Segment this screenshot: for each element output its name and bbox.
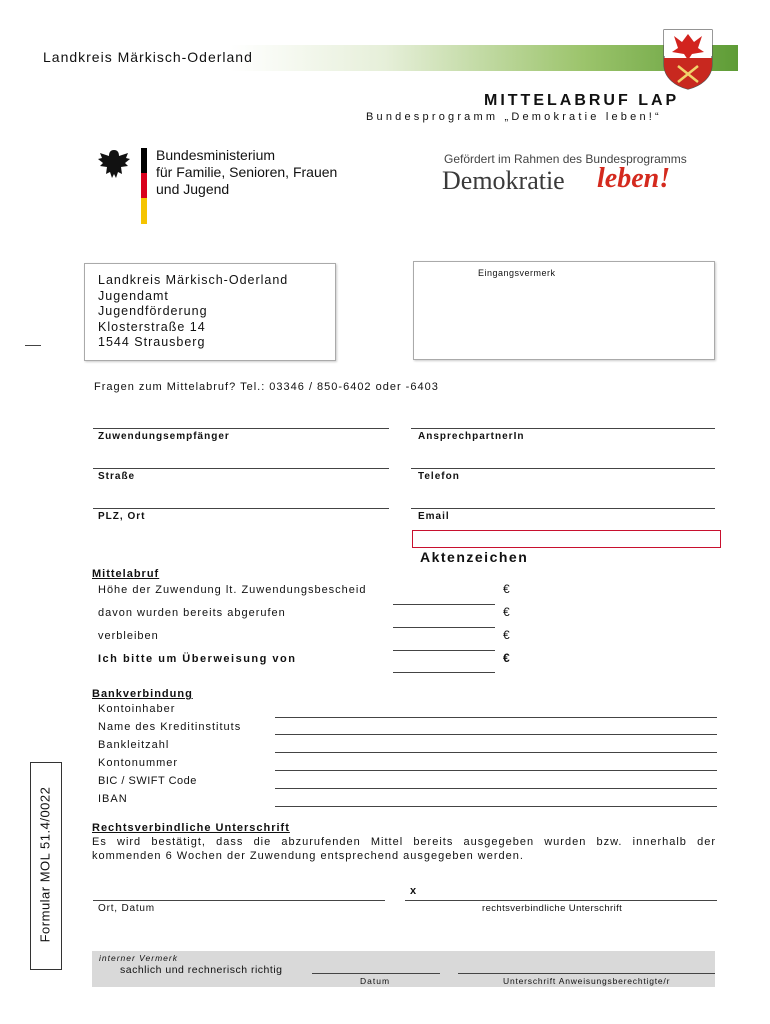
bank-code-field[interactable] <box>275 752 717 753</box>
ministry-line-3: und Jugend <box>156 181 230 197</box>
bank-name-label: Name des Kreditinstituts <box>98 721 242 733</box>
street-label: Straße <box>98 471 136 482</box>
place-date-label: Ort, Datum <box>98 903 155 914</box>
federal-eagle-icon <box>96 148 132 180</box>
contact-person-label: AnsprechpartnerIn <box>418 431 525 442</box>
bic-field[interactable] <box>275 788 717 789</box>
email-line <box>411 508 715 509</box>
file-number-label: Aktenzeichen <box>420 549 529 565</box>
demokratie-word: Demokratie <box>442 166 565 195</box>
postal-label: PLZ, Ort <box>98 511 146 522</box>
phone-label: Telefon <box>418 471 460 482</box>
signature-heading: Rechtsverbindliche Unterschrift <box>92 822 290 834</box>
transfer-amount-field[interactable] <box>393 672 495 673</box>
fold-mark <box>25 345 41 346</box>
funding-note: Gefördert im Rahmen des Bundesprogramms <box>444 152 687 166</box>
form-title: MITTELABRUF LAP <box>484 92 680 109</box>
signature-field[interactable] <box>405 900 717 901</box>
address-line: Jugendamt <box>98 288 169 303</box>
bank-name-field[interactable] <box>275 734 717 735</box>
contact-person-line <box>411 428 715 429</box>
email-label: Email <box>418 511 450 522</box>
iban-label: IBAN <box>98 793 128 805</box>
transfer-request-label: Ich bitte um Überweisung von <box>98 653 297 665</box>
flag-bar <box>141 148 147 224</box>
euro-symbol: € <box>503 605 510 619</box>
internal-date-label: Datum <box>360 976 391 986</box>
funds-request-heading: Mittelabruf <box>92 568 160 580</box>
address-line: Klosterstraße 14 <box>98 319 206 334</box>
signature-label: rechtsverbindliche Unterschrift <box>482 903 623 914</box>
ministry-line-1: Bundesministerium <box>156 147 276 163</box>
euro-symbol: € <box>503 651 510 665</box>
bank-code-label: Bankleitzahl <box>98 739 170 751</box>
ministry-line-2: für Familie, Senioren, Frauen <box>156 164 338 180</box>
remaining-label: verbleiben <box>98 630 159 642</box>
internal-note-text: sachlich und rechnerisch richtig <box>120 964 283 976</box>
address-line: Landkreis Märkisch-Oderland <box>98 273 289 287</box>
postal-line <box>93 508 389 509</box>
internal-note-label: interner Vermerk <box>99 953 178 963</box>
district-name: Landkreis Märkisch-Oderland <box>43 49 253 65</box>
signature-x-mark: x <box>410 885 417 897</box>
file-number-field[interactable] <box>412 530 721 548</box>
bank-heading: Bankverbindung <box>92 688 193 700</box>
euro-symbol: € <box>503 582 510 596</box>
remaining-field[interactable] <box>393 650 495 651</box>
already-requested-field[interactable] <box>393 627 495 628</box>
bic-label: BIC / SWIFT Code <box>98 775 197 787</box>
internal-signature-field[interactable] <box>458 973 715 974</box>
grant-amount-label: Höhe der Zuwendung lt. Zuwendungsbescheid <box>98 584 367 596</box>
account-holder-label: Kontoinhaber <box>98 703 176 715</box>
account-number-label: Kontonummer <box>98 757 179 769</box>
street-line <box>93 468 389 469</box>
address-line: Jugendförderung <box>98 304 208 318</box>
internal-date-field[interactable] <box>312 973 440 974</box>
euro-symbol: € <box>503 628 510 642</box>
grant-amount-field[interactable] <box>393 604 495 605</box>
recipient-label: Zuwendungsempfänger <box>98 431 230 442</box>
place-date-field[interactable] <box>93 900 385 901</box>
phone-line <box>411 468 715 469</box>
form-number-label: Formular MOL 51.4/0022 <box>37 786 53 943</box>
internal-signature-label: Unterschrift Anweisungsberechtigte/r <box>503 976 671 986</box>
coat-of-arms-icon <box>662 28 714 90</box>
recipient-line <box>93 428 389 429</box>
receipt-stamp-label: Eingangsvermerk <box>478 268 556 278</box>
contact-info: Fragen zum Mittelabruf? Tel.: 03346 / 850-6402 oder -6403 <box>94 381 439 393</box>
form-subtitle: Bundesprogramm „Demokratie leben!“ <box>366 111 662 123</box>
address-block <box>98 273 288 351</box>
receipt-stamp-box <box>413 261 715 360</box>
leben-word: leben! <box>597 163 671 194</box>
iban-field[interactable] <box>275 806 717 807</box>
account-holder-field[interactable] <box>275 717 717 718</box>
confirmation-text: Es wird bestätigt, dass die abzurufenden Mittel bereits ausgegeben wurden bzw. innerhalb der kommenden 6 Wochen der Zuwendung entsprechend ausgegeben werden. <box>92 836 716 862</box>
account-number-field[interactable] <box>275 770 717 771</box>
ministry-name <box>156 147 337 198</box>
already-requested-label: davon wurden bereits abgerufen <box>98 607 286 619</box>
address-line: 1544 Strausberg <box>98 335 206 349</box>
